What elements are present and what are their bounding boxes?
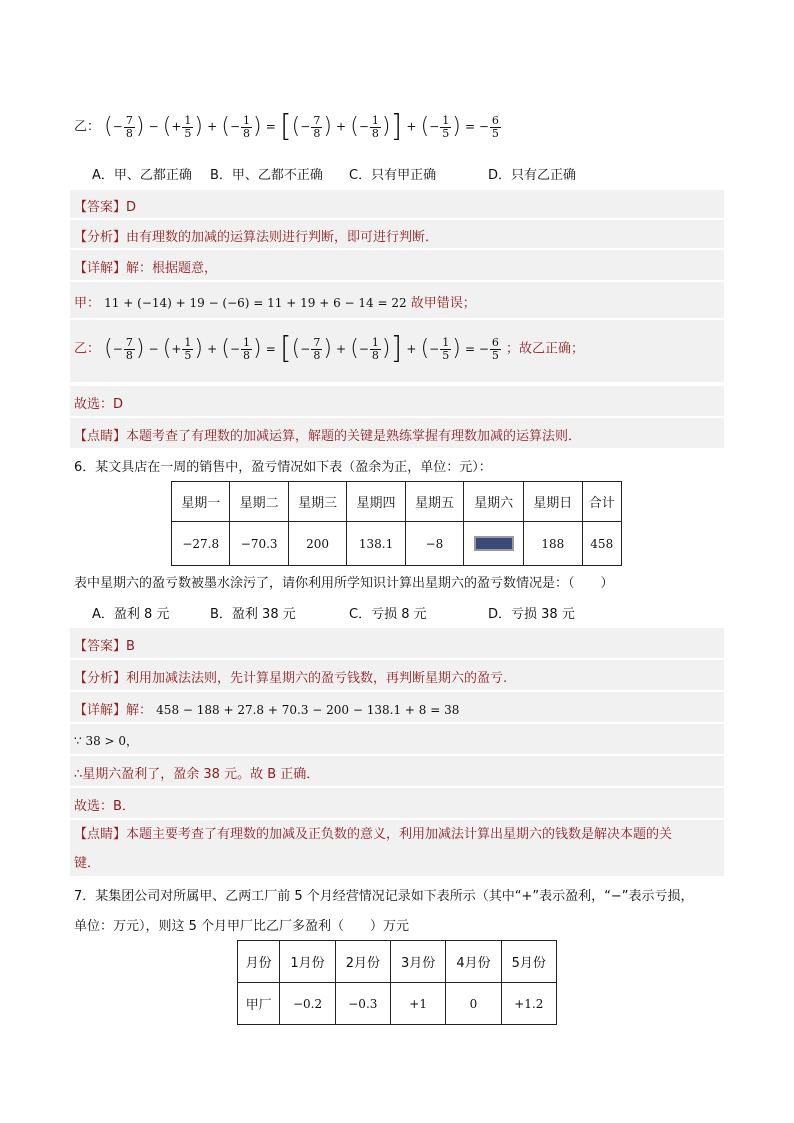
ink-smudge: [474, 536, 514, 551]
q5-yi-line: 乙： (− $\frac{7}{8}$ ) − (+ $\frac{1}{5}$ ) + (− $\frac{1}{8}$ ) = [(− $\frac{7}{8}$ ) + (− $\frac{1}{8}$ )] + (− $\frac{1}{5}$ ) = − $\frac{6}{5}$ ；故乙正确；: [70, 320, 724, 382]
option-a[interactable]: A．盈利 8 元: [92, 607, 170, 622]
fraction: $\frac{7}{8}$: [125, 113, 133, 140]
q7-stem-line2: 单位：万元），则这 5 个月甲厂比乙厂多盈利（ ）万元: [74, 919, 410, 934]
table-header: 星期一: [172, 482, 230, 522]
q5-choose: 故选：D: [70, 386, 724, 416]
table-header: 5月份: [501, 941, 556, 983]
table-header: 星期五: [405, 482, 463, 522]
q6-question: 表中星期六的盈亏数被墨水涂污了，请你利用所学知识计算出星期六的盈亏数情况是：（ ）: [74, 576, 614, 591]
table-header: 月份: [238, 941, 280, 983]
ink-smudge-cell: [464, 522, 524, 566]
table-row-label: 甲厂: [238, 983, 280, 1025]
option-b[interactable]: B．甲、乙都不正确: [210, 168, 323, 183]
option-a[interactable]: A．甲、乙都正确: [92, 168, 192, 183]
table-header: 2月份: [335, 941, 390, 983]
table-cell: −0.2: [280, 983, 335, 1025]
option-d[interactable]: D．只有乙正确: [488, 168, 577, 183]
q6-analysis: 【分析】利用加减法法则，先计算星期六的盈亏钱数，再判断星期六的盈亏.: [70, 660, 724, 690]
table-cell: −0.3: [335, 983, 390, 1025]
table-cell: −70.3: [230, 522, 288, 566]
table-cell: −8: [405, 522, 463, 566]
q5-analysis: 【分析】由有理数的加减的运算法则进行判断，即可进行判断．: [70, 220, 724, 248]
table-cell: 458: [582, 522, 622, 566]
table-header: 合计: [582, 482, 622, 522]
table-header: 星期三: [288, 482, 346, 522]
table-cell: +1: [390, 983, 445, 1025]
yi-label: 乙：: [74, 119, 101, 135]
table-cell: 138.1: [347, 522, 405, 566]
q6-detail: 【详解】解： 458 − 188 + 27.8 + 70.3 − 200 − 138.1 + 8 = 38: [70, 692, 724, 722]
option-c[interactable]: C．只有甲正确: [349, 168, 437, 183]
table-cell: −27.8: [172, 522, 230, 566]
q6-table: [171, 481, 622, 566]
table-cell: 188: [524, 522, 582, 566]
table-cell: 200: [288, 522, 346, 566]
table-header: 星期日: [524, 482, 582, 522]
q6-stem: 6．某文具店在一周的销售中，盈亏情况如下表（盈余为正，单位：元）：: [74, 460, 492, 475]
table-header: 3月份: [390, 941, 445, 983]
table-header: 星期四: [347, 482, 405, 522]
yi-expression-line: 乙： (− $\frac{7}{8}$ ) − (+ $\frac{1}{5}$ ) + (− $\frac{1}{8}$ ) = [(− $\frac{7}{8}$ ) + (− $\frac{1}{8}$ )] + (− $\frac{1}{5}$ ) = − $\frac{6}{5}$: [74, 109, 499, 144]
q6-because: ∵ 38 > 0，: [70, 724, 724, 754]
q6-comment: 【点睛】本题主要考查了有理数的加减及正负数的意义，利用加减法计算出星期六的钱数是解决本题的关 键．: [70, 820, 724, 876]
q6-answer: 【答案】B: [70, 628, 724, 658]
q5-detail: 【详解】解：根据题意，: [70, 250, 724, 280]
option-b[interactable]: B．盈利 38 元: [210, 607, 296, 622]
q7-stem-line1: 7．某集团公司对所属甲、乙两工厂前 5 个月经营情况记录如下表所示（其中“+”表示盈利，“−”表示亏损，: [74, 889, 694, 904]
q6-therefore: ∴星期六盈利了，盈余 38 元。故 B 正确．: [70, 756, 724, 786]
q5-comment: 【点睛】本题考查了有理数的加减运算，解题的关键是熟练掌握有理数加减的运算法则．: [70, 418, 724, 448]
table-header: 星期二: [230, 482, 288, 522]
table-cell: +1.2: [501, 983, 556, 1025]
q5-jia-line: 甲： 11 + (−14) + 19 − (−6) = 11 + 19 + 6 − 14 = 22 故甲错误；: [70, 282, 724, 318]
table-cell: 0: [446, 983, 501, 1025]
q5-answer: 【答案】D: [70, 190, 724, 218]
q6-choose: 故选：B．: [70, 788, 724, 818]
table-header: 1月份: [280, 941, 335, 983]
option-d[interactable]: D．亏损 38 元: [488, 607, 575, 622]
table-header: 星期六: [464, 482, 524, 522]
table-header: 4月份: [446, 941, 501, 983]
option-c[interactable]: C．亏损 8 元: [349, 607, 427, 622]
q7-table: [237, 940, 557, 1025]
